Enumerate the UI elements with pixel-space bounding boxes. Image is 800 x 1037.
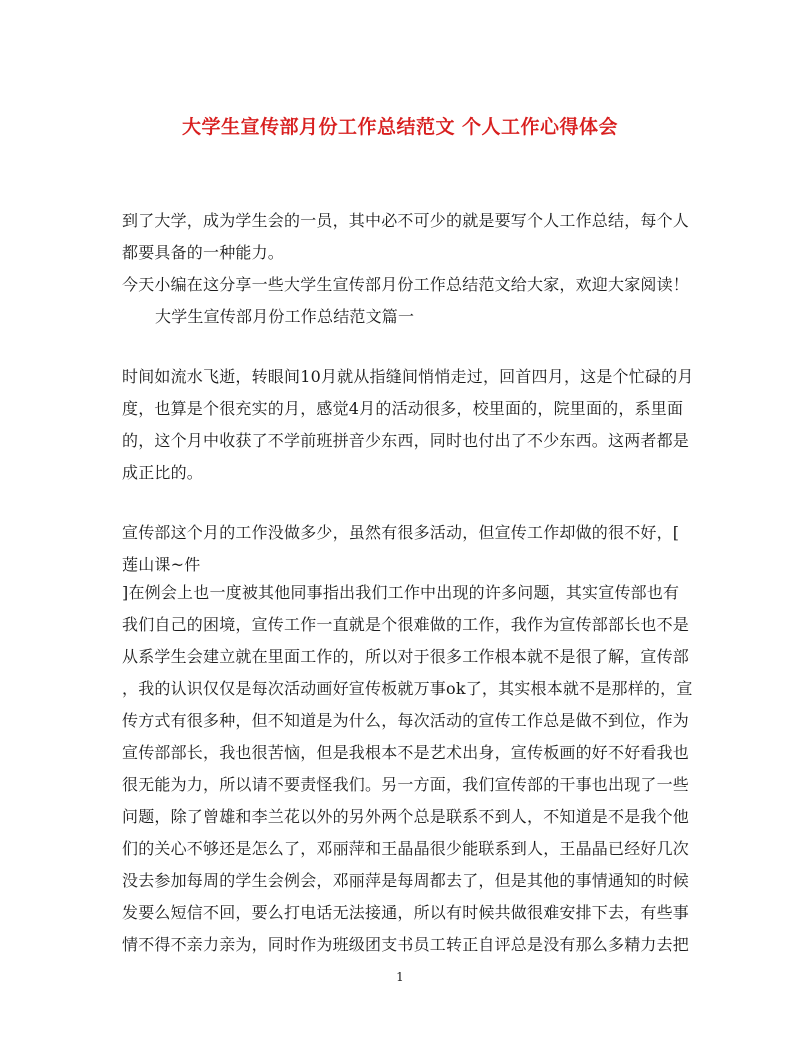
page-number: 1 [396, 970, 404, 984]
section-heading: 大学生宣传部月份工作总结范文篇一 [155, 307, 415, 326]
paragraph-line: 从系学生会建立就在里面工作的，所以对于很多工作根本就不是很了解，宣传部 [122, 647, 690, 666]
intro-line: 到了大学，成为学生会的一员，其中必不可少的就是要写个人工作总结，每个人 [122, 211, 690, 230]
paragraph-line: ]在例会上也一度被其他同事指出我们工作中出现的许多问题，其实宣传部也有 [122, 583, 680, 602]
paragraph-line: 没去参加每周的学生会例会，邓丽萍是每周都去了，但是其他的事情通知的时候 [122, 871, 690, 890]
paragraph-line: 很无能为力，所以请不要责怪我们。另一方面，我们宣传部的干事也出现了一些 [122, 775, 690, 794]
paragraph-line: 传方式有很多种，但不知道是为什么，每次活动的宣传工作总是做不到位，作为 [122, 711, 690, 730]
paragraph-line: 时间如流水飞逝，转眼间10月就从指缝间悄悄走过，回首四月，这是个忙碌的月 [122, 367, 694, 386]
paragraph-line: ，我的认识仅仅是每次活动画好宣传板就万事ok了，其实根本就不是那样的，宣 [122, 679, 693, 698]
paragraph-line: 度，也算是个很充实的月，感觉4月的活动很多，校里面的，院里面的，系里面 [122, 399, 684, 418]
intro-line: 都要具备的一种能力。 [122, 243, 285, 262]
paragraph-line: 我们自己的困境，宣传工作一直就是个很难做的工作，我作为宣传部部长也不是 [122, 615, 690, 634]
paragraph-line: 莲山课~件 [122, 555, 201, 574]
document-title: 大学生宣传部月份工作总结范文 个人工作心得体会 [181, 116, 619, 138]
paragraph-line: 宣传部部长，我也很苦恼，但是我根本不是艺术出身，宣传板画的好不好看我也 [122, 743, 690, 762]
paragraph-line: 问题，除了曾雄和李兰花以外的另外两个总是联系不到人，不知道是不是我个他 [122, 807, 690, 826]
paragraph-line: 成正比的。 [122, 463, 204, 482]
paragraph-line: 发要么短信不回，要么打电话无法接通，所以有时候共做很难安排下去，有些事 [122, 903, 690, 922]
paragraph-line: 情不得不亲力亲为，同时作为班级团支书员工转正自评总是没有那么多精力去把 [122, 935, 690, 954]
paragraph-line: 宣传部这个月的工作没做多少，虽然有很多活动，但宣传工作却做的很不好，[ [122, 523, 680, 542]
paragraph-line: 的，这个月中收获了不学前班拼音少东西，同时也付出了不少东西。这两者都是 [122, 431, 690, 450]
intro-line: 今天小编在这分享一些大学生宣传部月份工作总结范文给大家，欢迎大家阅读！ [122, 275, 690, 294]
paragraph-line: 们的关心不够还是怎么了，邓丽萍和王晶晶很少能联系到人，王晶晶已经好几次 [122, 839, 690, 858]
